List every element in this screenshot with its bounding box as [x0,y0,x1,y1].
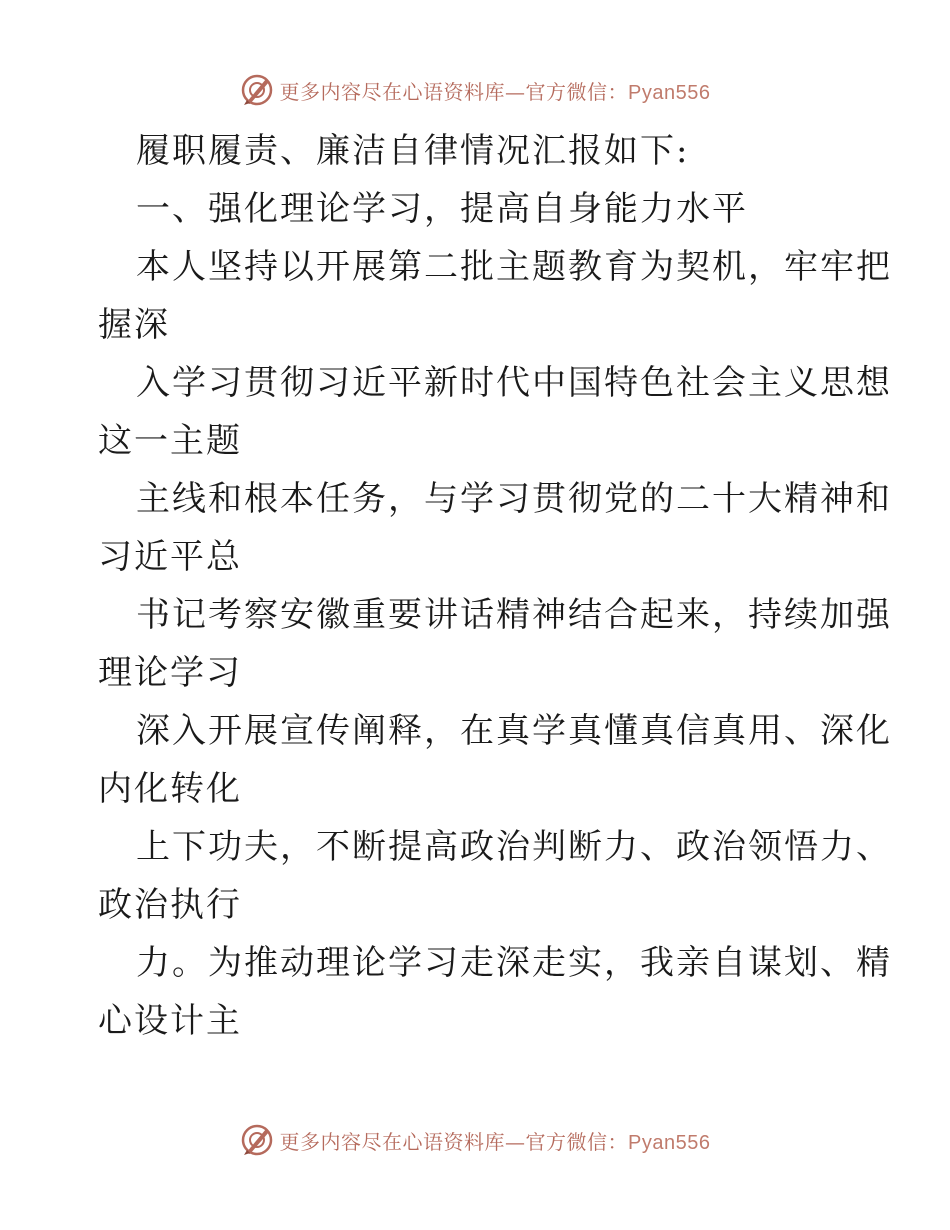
header-watermark [0,70,950,110]
doc-line: 习近平总 [98,537,242,577]
doc-line: 理论学习 [98,653,242,693]
footer-watermark [0,1120,950,1160]
watermark-wechat-id: Pyan556 [628,81,711,104]
doc-line: 握深 [98,305,170,345]
doc-line: 政治执行 [98,885,242,925]
document-body [98,122,892,1050]
doc-line: 履职履责、廉洁自律情况汇报如下: [136,131,690,171]
doc-line: 书记考察安徽重要讲话精神结合起来，持续加强 [136,595,892,635]
doc-line: 心设计主 [98,1001,242,1041]
doc-line: 这一主题 [98,421,242,461]
doc-line: 上下功夫，不断提高政治判断力、政治领悟力、 [136,827,892,867]
doc-line: 本人坚持以开展第二批主题教育为契机，牢牢把 [136,247,892,287]
doc-line: 主线和根本任务，与学习贯彻党的二十大精神和 [136,479,892,519]
watermark-text [280,76,711,105]
pen-logo-icon [240,73,274,107]
doc-line: 一、强化理论学习，提高自身能力水平 [136,189,748,229]
doc-line: 深入开展宣传阐释，在真学真懂真信真用、深化 [136,711,892,751]
doc-line: 内化转化 [98,769,242,809]
doc-line: 入学习贯彻习近平新时代中国特色社会主义思想 [136,363,892,403]
doc-line: 力。为推动理论学习走深走实，我亲自谋划、精 [136,943,892,983]
watermark-label: 更多内容尽在心语资料库—官方微信： [279,79,629,104]
pen-logo-icon [240,1123,274,1157]
watermark-label: 更多内容尽在心语资料库—官方微信： [279,1129,629,1154]
watermark-text [280,1126,711,1155]
watermark-wechat-id: Pyan556 [628,1131,711,1154]
